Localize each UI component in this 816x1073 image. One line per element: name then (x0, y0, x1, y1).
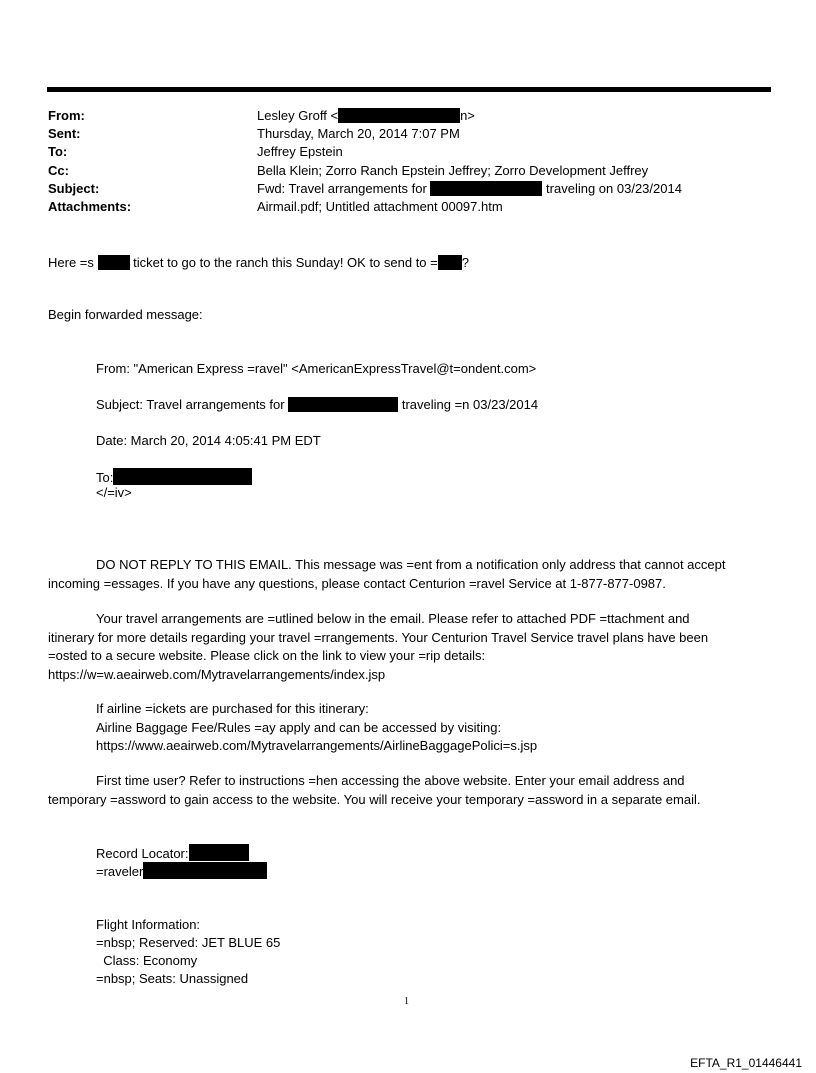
attachments-value: Airmail.pdf; Untitled attachment 00097.htm (257, 198, 503, 214)
header-rule (47, 87, 771, 92)
paragraph-no-reply: DO NOT REPLY TO THIS EMAIL. This message was =ent from a notification only address that cannot accept incoming =essages. If you have any questions, please contact Centurion =ravel Service at 1-877-877-0987. (48, 557, 726, 591)
page-number: 1 (404, 996, 409, 1007)
sent-row (48, 125, 772, 143)
fwd-div-line: </=iv> (96, 485, 132, 500)
baggage-link[interactable]: https://www.aeairweb.com/Mytravelarrangements/AirlineBaggagePolici=s.jsp (96, 738, 538, 754)
redaction-box (113, 468, 252, 485)
sent-label: Sent: (48, 126, 81, 142)
email-header (48, 107, 772, 216)
redaction-box (98, 255, 130, 270)
paragraph-first-time: First time user? Refer to instructions =hen accessing the above website. Enter your email address and temporary =assword to gain access to the website. You will receive your temporary =assword in a separate email. (48, 773, 701, 807)
redaction-box (430, 181, 542, 196)
subject-row (48, 180, 772, 198)
attachments-label: Attachments: (48, 198, 132, 214)
paragraph-baggage: If airline =ickets are purchased for this itinerary: Airline Baggage Fee/Rules =ay apply and can be accessed by visiting: https://www.aeairweb.com/Mytravelarrangements/AirlineBaggagePolici=s.jsp (48, 700, 772, 756)
sent-value: Thursday, March 20, 2014 7:07 PM (257, 126, 460, 142)
flight-info-label: Flight Information: (96, 917, 201, 932)
redaction-box (338, 108, 460, 123)
cc-label: Cc: (48, 162, 69, 178)
cc-row (48, 162, 772, 180)
redaction-box (189, 844, 249, 861)
attachments-row (48, 198, 772, 216)
from-label: From: (48, 108, 85, 123)
to-row (48, 143, 772, 161)
seats-line: =nbsp; Seats: Unassigned (96, 971, 249, 986)
traveler-line: =raveler (96, 862, 267, 881)
paragraph-arrangements: Your travel arrangements are =utlined below in the email. Please refer to attached PDF =ttachment and itinerary for more details regarding your travel =rrangements. Your Centurion Travel Service travel plans have been =osted to a secure website. Please click on the link to view your =rip details: https://w=w.aeairweb.com/Mytravelarrangements/index.jsp (48, 610, 772, 684)
redaction-box (438, 255, 462, 270)
record-locator-line: Record Locator: (96, 844, 249, 863)
forwarded-label: Begin forwarded message: (48, 307, 203, 322)
fwd-date-line: Date: March 20, 2014 4:05:41 PM EDT (96, 433, 321, 448)
footer-id: EFTA_R1_01446441 (690, 1056, 802, 1070)
redaction-box (143, 862, 267, 879)
to-value: Jeffrey Epstein (257, 144, 343, 160)
from-row (48, 107, 772, 125)
reserved-line: =nbsp; Reserved: JET BLUE 65 (96, 935, 281, 950)
subject-label: Subject: (48, 180, 100, 196)
to-label: To: (48, 144, 68, 160)
class-line: Class: Economy (96, 953, 198, 968)
from-value: Lesley Groff < n> (257, 108, 475, 123)
redaction-box (288, 397, 398, 412)
fwd-to-line: To: (96, 468, 252, 487)
fwd-from-line: From: "American Express =ravel" <AmericanExpressTravel@t=ondent.com> (96, 361, 537, 376)
cc-value: Bella Klein; Zorro Ranch Epstein Jeffrey; Zorro Development Jeffrey (257, 162, 649, 178)
subject-value: Fwd: Travel arrangements for traveling on 03/23/2014 (257, 180, 682, 196)
itinerary-link[interactable]: https://w=w.aeairweb.com/Mytravelarrangements/index.jsp (48, 666, 386, 682)
intro-line: Here =s ticket to go to the ranch this Sunday! OK to send to = ? (48, 255, 469, 270)
fwd-subject-line: Subject: Travel arrangements for traveling =n 03/23/2014 (96, 397, 539, 412)
